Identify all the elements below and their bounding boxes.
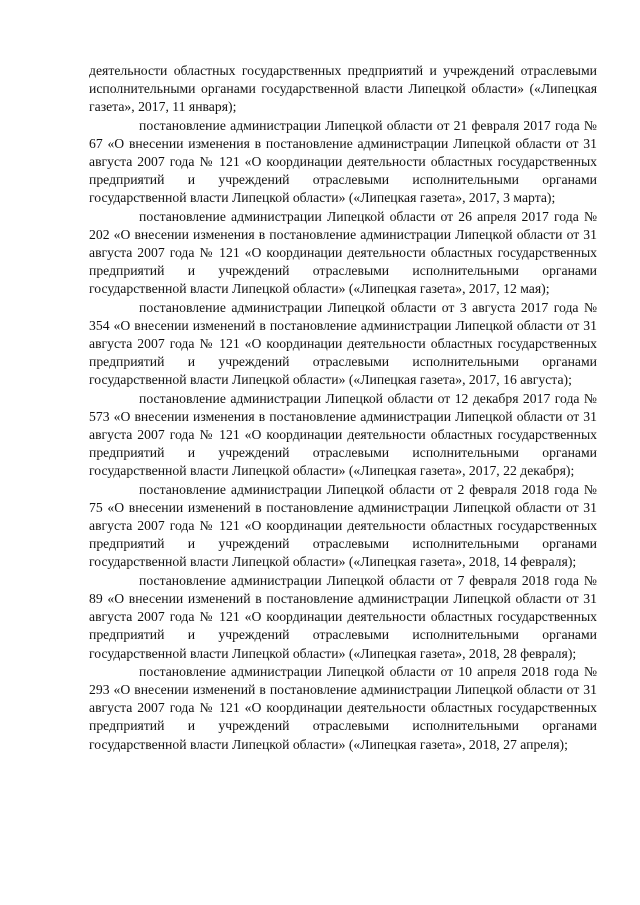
paragraph-resolution-2018-02-02: постановление администрации Липецкой области от 2 февраля 2018 года № 75 «О внесении изменений в постановление администрации Липецкой области от 31 августа 2007 года № 121 «О координации деятельности областных государственных предприятий и учреждений отраслевыми исполнительными органами государственной власти Липецкой области» («Липецкая газета», 2018, 14 февраля); [89, 481, 597, 570]
paragraph-resolution-2017-12-12: постановление администрации Липецкой области от 12 декабря 2017 года № 573 «О внесении изменения в постановление администрации Липецкой области от 31 августа 2007 года № 121 «О координации деятельности областных государственных предприятий и учреждений отраслевыми исполнительными органами государственной власти Липецкой области» («Липецкая газета», 2017, 22 декабря); [89, 390, 597, 479]
paragraph-resolution-2018-02-07: постановление администрации Липецкой области от 7 февраля 2018 года № 89 «О внесении изменений в постановление администрации Липецкой области от 31 августа 2007 года № 121 «О координации деятельности областных государственных предприятий и учреждений отраслевыми исполнительными органами государственной власти Липецкой области» («Липецкая газета», 2018, 28 февраля); [89, 572, 597, 661]
paragraph-resolution-2017-02-21: постановление администрации Липецкой области от 21 февраля 2017 года № 67 «О внесении изменения в постановление администрации Липецкой области от 31 августа 2007 года № 121 «О координации деятельности областных государственных предприятий и учреждений отраслевыми исполнительными органами государственной власти Липецкой области» («Липецкая газета», 2017, 3 марта); [89, 117, 597, 206]
paragraph-continuation: деятельности областных государственных предприятий и учреждений отраслевыми исполнительными органами государственной власти Липецкой области» («Липецкая газета», 2017, 11 января); [89, 63, 597, 115]
paragraph-resolution-2018-04-10: постановление администрации Липецкой области от 10 апреля 2018 года № 293 «О внесении изменений в постановление администрации Липецкой области от 31 августа 2007 года № 121 «О координации деятельности областных государственных предприятий и учреждений отраслевыми исполнительными органами государственной власти Липецкой области» («Липецкая газета», 2018, 27 апреля); [89, 663, 597, 752]
paragraph-resolution-2017-08-03: постановление администрации Липецкой области от 3 августа 2017 года № 354 «О внесении изменений в постановление администрации Липецкой области от 31 августа 2007 года № 121 «О координации деятельности областных государственных предприятий и учреждений отраслевыми исполнительными органами государственной власти Липецкой области» («Липецкая газета», 2017, 16 августа); [89, 299, 597, 388]
document-page [89, 62, 597, 754]
paragraph-resolution-2017-04-26: постановление администрации Липецкой области от 26 апреля 2017 года № 202 «О внесении изменения в постановление администрации Липецкой области от 31 августа 2007 года № 121 «О координации деятельности областных государственных предприятий и учреждений отраслевыми исполнительными органами государственной власти Липецкой области» («Липецкая газета», 2017, 12 мая); [89, 208, 597, 297]
